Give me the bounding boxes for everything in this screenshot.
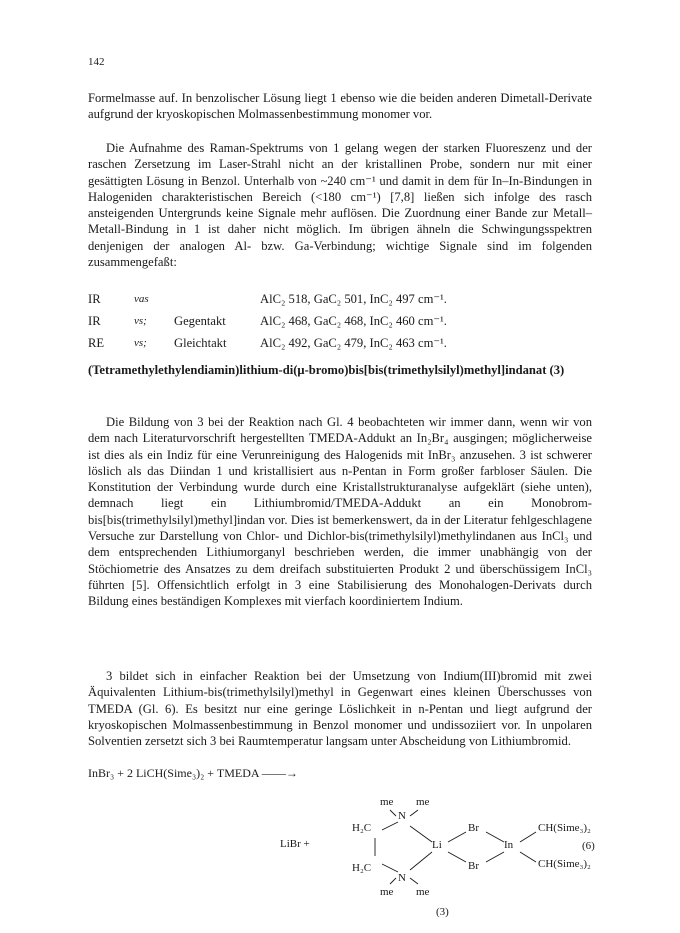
methyl-label: me <box>380 796 394 808</box>
page-number: 142 <box>88 56 105 68</box>
paragraph-4-text: 3 bildet sich in einfacher Reaktion bei der Umsetzung von Indium(III)bromid mit zwei Äquivalenten Lithium-bis(trimethylsilyl)methyl in Gegenwart eines kleinen Überschusses von TMEDA (Gl. 6). Es besitzt nur eine geringe Löslichkeit in n-Pentan und liegt aufgrund der kryoskopischen Molmassenbestimmung in Benzol monomer und undissoziiert vor. In unpolaren Solventien zersetzt sich 3 bei Raumtemperatur langsam unter Abscheidung von Lithiumbromid. <box>88 669 592 749</box>
paragraph-3 <box>88 414 592 610</box>
spectra-method: IR <box>88 313 101 328</box>
methyl-label: me <box>416 886 430 898</box>
paragraph-1 <box>88 90 592 123</box>
spectra-assignment: Gleichtakt <box>174 335 227 350</box>
libr-reactant: LiBr + <box>280 838 310 850</box>
nitrogen-label: N <box>398 810 406 822</box>
methylene-label: H₂C <box>352 822 372 834</box>
reaction-equation: InBr₃ + 2 LiCH(Sime₃)₂ + TMEDA ——→ <box>88 766 298 780</box>
compound-label: (3) <box>436 906 449 918</box>
spectra-row <box>88 332 608 354</box>
methyl-label: me <box>416 796 430 808</box>
paragraph-4 <box>88 668 592 749</box>
methyl-label: me <box>380 886 394 898</box>
equation-number: (6) <box>582 840 595 852</box>
spectra-table <box>88 288 608 354</box>
reaction-scheme <box>280 790 610 900</box>
spectra-row <box>88 310 608 332</box>
lithium-label: Li <box>432 839 442 851</box>
nitrogen-label: N <box>398 872 406 884</box>
paragraph-2 <box>88 140 592 270</box>
alkyl-group-label: CH(Sime₃)₂ <box>538 822 591 834</box>
spectra-mode: νs; <box>134 315 147 327</box>
scheme-bonds <box>280 790 610 900</box>
spectra-mode: νs; <box>134 337 147 349</box>
spectra-method: RE <box>88 335 105 350</box>
spectra-assignment: Gegentakt <box>174 313 226 328</box>
spectra-values: AlC₂ 492, GaC₂ 479, InC₂ 463 cm⁻¹. <box>260 336 447 350</box>
spectra-method: IR <box>88 291 101 306</box>
section-heading: (Tetramethylethylendiamin)lithium-di(μ-bromo)bis[bis(trimethylsilyl)methyl]indanat (3) <box>88 363 565 377</box>
paragraph-3-text: Die Bildung von 3 bei der Reaktion nach Gl. 4 beobachteten wir immer dann, wenn wir von dem nach Literaturvorschrift hergestellten TMEDA-Addukt an In₂Br₄ ausgingen; möglicherweise ist dies als ein Indiz für eine Verunreinigung des Halogenids mit InBr₃ anzusehen. 3 ist schwerer löslich als das Diindan 1 und kristallisiert aus n-Pentan in Form großer farbloser Säulen. Die Konstitution der Verbindung wurde durch eine Kristallstrukturanalyse aufgeklärt (siehe unten), demnach liegt ein Lithiumbromid/TMEDA-Addukt an ein Monobrom-bis[bis(trimethylsilyl)methyl]indan vor. Dies ist bemerkenswert, da in der Literatur fehlgeschlagene Versuche zur Darstellung von Chlor- und Dichlor-bis(trimethylsilyl)methylindanen aus InCl₃ und dem entsprechenden Lithiumorganyl beschrieben werden, die immer unabhängig von der Stöchiometrie des Ansatzes zu dem dreifach substituierten Produkt 2 und überschüssigem InCl₃ führten [5]. Offensichtlich erfolgt in 3 eine Stabilisierung des Monohalogen-Derivats durch Bildung eines beständigen Komplexes mit vierfach koordiniertem Indium. <box>88 415 592 609</box>
paragraph-2-text: Die Aufnahme des Raman-Spektrums von 1 gelang wegen der starken Fluoreszenz und der raschen Zersetzung im Laser-Strahl nicht an der kristallinen Probe, sondern nur mit einer gesättigten Lösung in Benzol. Unterhalb von ~240 cm⁻¹ und damit in dem für In–In-Bindungen in Halogeniden charakteristischen Bereich (<180 cm⁻¹) [7,8] ließen sich infolge des rasch ansteigenden Untergrunds keine Signale mehr auflösen. Die Zuordnung einer Bande zur Metall–Metall-Bindung in 1 ist daher nicht möglich. Im übrigen ähneln die Schwingungsspektren denjenigen der analogen Al- bzw. Ga-Verbindung; wichtige Signale sind im folgenden zusammengefaßt: <box>88 141 592 270</box>
methylene-label: H₂C <box>352 862 372 874</box>
bromine-label: Br <box>468 822 479 834</box>
spectra-row <box>88 288 608 310</box>
alkyl-group-label: CH(Sime₃)₂ <box>538 858 591 870</box>
paragraph-1-text: Formelmasse auf. In benzolischer Lösung liegt 1 ebenso wie die beiden anderen Dimetall-Derivate aufgrund der kryoskopischen Molmassenbestimmung monomer vor. <box>88 91 592 122</box>
spectra-mode: νas <box>134 293 149 305</box>
spectra-values: AlC₂ 468, GaC₂ 468, InC₂ 460 cm⁻¹. <box>260 314 447 328</box>
spectra-values: AlC₂ 518, GaC₂ 501, InC₂ 497 cm⁻¹. <box>260 292 447 306</box>
indium-label: In <box>504 839 514 851</box>
bromine-label: Br <box>468 860 479 872</box>
